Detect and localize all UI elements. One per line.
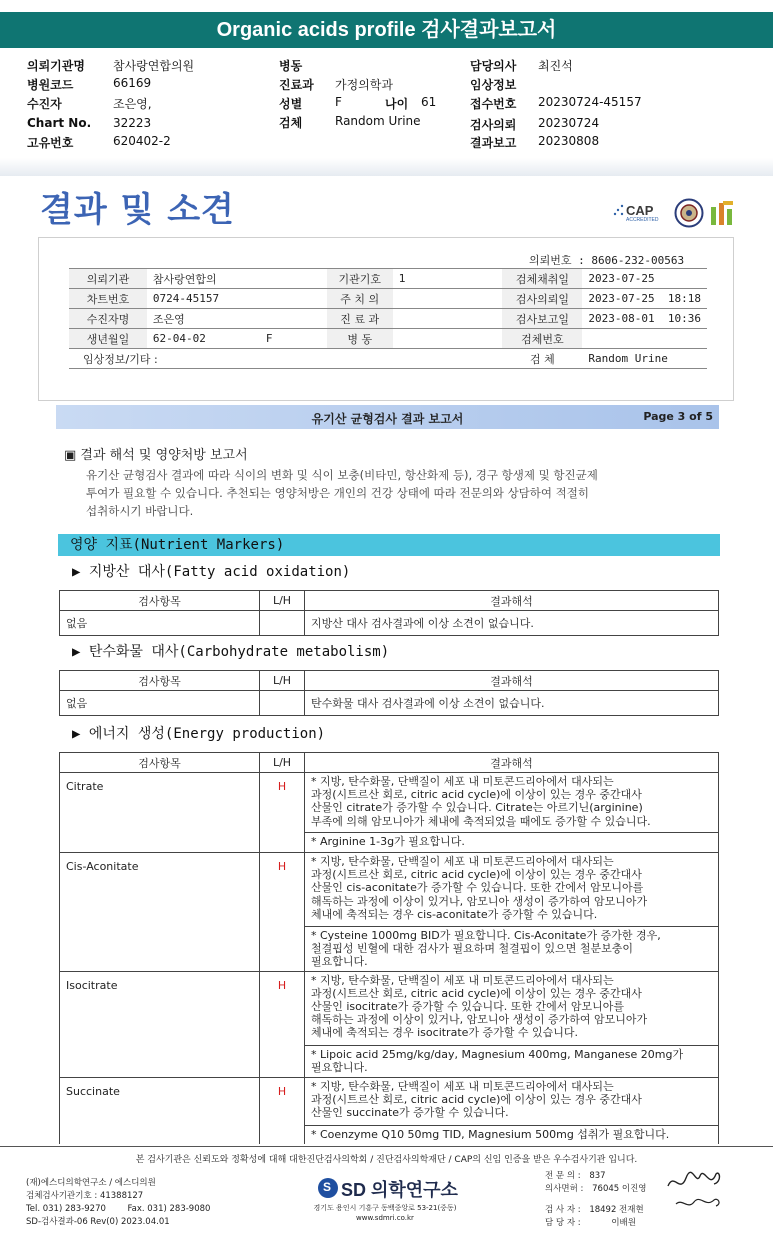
value-doctor: 최진석 <box>538 59 573 73</box>
label-department: 진료과 <box>279 78 314 92</box>
table-row: 생년월일 62-04-02 F 병 동 검체번호 <box>69 329 707 349</box>
sd-brand-logo: S SD 의학연구소 <box>318 1175 458 1203</box>
fatty-acid-title: ▶ 지방산 대사(Fatty acid oxidation) <box>72 564 351 580</box>
report-banner: Organic acids profile 검사결과보고서 <box>0 12 773 48</box>
label-clinical: 임상정보 <box>470 78 517 92</box>
footer-lab-info: (재)에스디의학연구소 / 에스디의원 검체검사기관기호 : 41388127 Tel. 031) 283-9270 Fax. 031) 283-9080 SD-검사결과-06 Rev(0) 2023.04.01 <box>26 1178 211 1227</box>
value-hospital-code: 66169 <box>113 76 152 90</box>
label-specimen: 검체 <box>279 116 303 130</box>
label-chart-no: Chart No. <box>27 116 92 130</box>
value-report-date: 20230808 <box>538 134 600 148</box>
label-report-date: 결과보고 <box>470 136 517 150</box>
table-row: 의뢰기관 참사랑연합의 기관기호 1 검체채취일 2023-07-25 <box>69 269 707 289</box>
value-department: 가정의학과 <box>335 78 393 92</box>
energy-production-table <box>59 752 719 1144</box>
interpretation-body: 유기산 균형검사 결과에 따라 식이의 변화 및 식이 보충(비타민, 항산화제 등), 경구 항생제 및 항진균제 투여가 필요할 수 있습니다. 추천되는 영양처방은 개인의 건강 상태에 따라 전문의와 상담하여 적절히 섭취하시기 바랍니다. <box>86 468 598 518</box>
divider-band <box>0 158 773 176</box>
label-doctor: 담당의사 <box>470 59 517 73</box>
page-bar-title: 유기산 균형검사 결과 보고서 <box>311 412 464 426</box>
table-row: 없음 탄수화물 대사 검사결과에 이상 소견이 없습니다. <box>60 691 719 716</box>
table-row: Succinate H * 지방, 탄수화물, 단백질이 세포 내 미토콘드리아에서 대사되는 과정(시트르산 회로, citric acid cycle)에 이상이 있는 경우 중간대사 산물인 succinate가 증가할 수 있습니다. <box>60 1077 719 1125</box>
kslm-seal-icon <box>674 198 704 228</box>
page-title: 결과 및 소견 <box>40 190 235 230</box>
table-row: * Coenzyme Q10 50mg TID, Magnesium 500mg 섭취가 필요합니다. <box>60 1125 719 1144</box>
value-examinee: 조은영, <box>113 97 152 111</box>
value-unique-no: 620402-2 <box>113 134 171 148</box>
label-unique-no: 고유번호 <box>27 136 74 150</box>
label-institution: 의뢰기관명 <box>27 59 85 73</box>
label-ward: 병동 <box>279 59 303 73</box>
footer-divider <box>0 1146 773 1147</box>
page-indicator: Page 3 of 5 <box>643 410 713 423</box>
carbohydrate-table <box>59 670 719 716</box>
request-info-box <box>38 237 734 401</box>
table-header-row: 검사항목 L/H 결과해석 <box>60 591 719 611</box>
table-row: 임상정보/기타 : 검 체 Random Urine <box>69 349 707 369</box>
footer-staff: 전 문 의 : 837 의사면허 : 76045 이진영 검 사 자 : 18492 전재현 담 당 자 : 이배원 <box>545 1171 647 1228</box>
nutrient-markers-header: 영양 지표(Nutrient Markers) <box>58 534 720 556</box>
value-institution: 참사랑연합의원 <box>113 59 195 73</box>
table-row: * Cysteine 1000mg BID가 필요합니다. Cis-Aconitate가 증가한 경우, 철결핍성 빈혈에 대한 검사가 필요하며 철결핍이 있으면 철분보충이 필요합니다. <box>60 927 719 972</box>
energy-production-title: ▶ 에너지 생성(Energy production) <box>72 726 326 742</box>
label-hospital-code: 병원코드 <box>27 78 74 92</box>
carbohydrate-title: ▶ 탄수화물 대사(Carbohydrate metabolism) <box>72 644 390 660</box>
lab-accreditation-icon <box>709 199 737 227</box>
svg-text:ACCREDITED: ACCREDITED <box>626 217 659 223</box>
table-row: 차트번호 0724-45157 주 치 의 검사의뢰일 2023-07-25 18:18 <box>69 289 707 309</box>
footer-website: www.sdmri.co.kr <box>356 1214 414 1222</box>
value-chart-no: 32223 <box>113 116 152 130</box>
value-specimen: Random Urine <box>335 114 421 128</box>
table-header-row: 검사항목 L/H 결과해석 <box>60 753 719 773</box>
footer-address: 경기도 용인시 기흥구 동백중앙로 53-21(중동) <box>313 1204 457 1212</box>
table-row: * Arginine 1-3g가 필요합니다. <box>60 833 719 853</box>
sd-brand-name: SD 의학연구소 <box>341 1180 458 1200</box>
doctor-signature <box>664 1164 728 1216</box>
table-row: 수진자명 조은영 진 료 과 검사보고일 2023-08-01 10:36 <box>69 309 707 329</box>
svg-text:CAP: CAP <box>626 203 654 218</box>
label-request-date: 검사의뢰 <box>470 118 517 132</box>
page-bar <box>56 405 719 429</box>
label-age: 나이 <box>385 97 409 111</box>
value-sex: F <box>335 95 342 109</box>
label-receipt: 접수번호 <box>470 97 517 111</box>
energy-table-clip <box>59 752 719 1144</box>
table-header-row: 검사항목 L/H 결과해석 <box>60 671 719 691</box>
request-no-label: 의뢰번호 : <box>529 254 585 267</box>
label-examinee: 수진자 <box>27 97 62 111</box>
value-request-date: 20230724 <box>538 116 600 130</box>
table-row: * Lipoic acid 25mg/kg/day, Magnesium 400mg, Manganese 20mg가 필요합니다. <box>60 1045 719 1077</box>
table-row: Citrate H * 지방, 탄수화물, 단백질이 세포 내 미토콘드리아에서 대사되는 과정(시트르산 회로, citric acid cycle)에 이상이 있는 경우 중간대사 산물인 citrate가 증가할 수 있습니다. Citrate는 아르기닌(arginine) 부족에 의해 암모니아가 체내에 축적되었을 때에도 증가할 수 있습니다. <box>60 773 719 833</box>
request-no-value: 8606-232-00563 <box>591 254 685 267</box>
request-info-table <box>69 268 707 369</box>
table-row: Cis-Aconitate H * 지방, 탄수화물, 단백질이 세포 내 미토콘드리아에서 대사되는 과정(시트르산 회로, citric acid cycle)에 이상이 있는 경우 중간대사 산물인 cis-aconitate가 증가할 수 있습니다. 또한 간에서 암모니아를 해독하는 과정에 이상이 있거나, 암모니아 생성이 증가하여 암모니아가 체내에 축적되는 경우 cis-aconitate가 증가할 수 있습니다. <box>60 853 719 927</box>
label-sex: 성별 <box>279 97 303 111</box>
table-row: Isocitrate H * 지방, 탄수화물, 단백질이 세포 내 미토콘드리아에서 대사되는 과정(시트르산 회로, citric acid cycle)에 이상이 있는 경우 중간대사 산물인 isocitrate가 증가할 수 있습니다. 또한 간에서 암모니아를 해독하는 과정에 이상이 있거나, 암모니아 생성이 증가하여 암모니아가 체내에 축적되는 경우 isocitrate가 증가할 수 있습니다. <box>60 971 719 1045</box>
interpretation-heading: ▣ 결과 해석 및 영양처방 보고서 <box>64 448 248 463</box>
footer-notice: 본 검사기관은 신뢰도와 정확성에 대해 대한진단검사의학회 / 진단검사의학재단 / CAP의 신임 인증을 받은 우수검사기관 입니다. <box>135 1155 638 1165</box>
fatty-acid-table <box>59 590 719 636</box>
cap-logo <box>612 200 670 226</box>
table-row: 없음 지방산 대사 검사결과에 이상 소견이 없습니다. <box>60 611 719 636</box>
value-age: 61 <box>421 95 437 109</box>
value-receipt: 20230724-45157 <box>538 95 642 109</box>
